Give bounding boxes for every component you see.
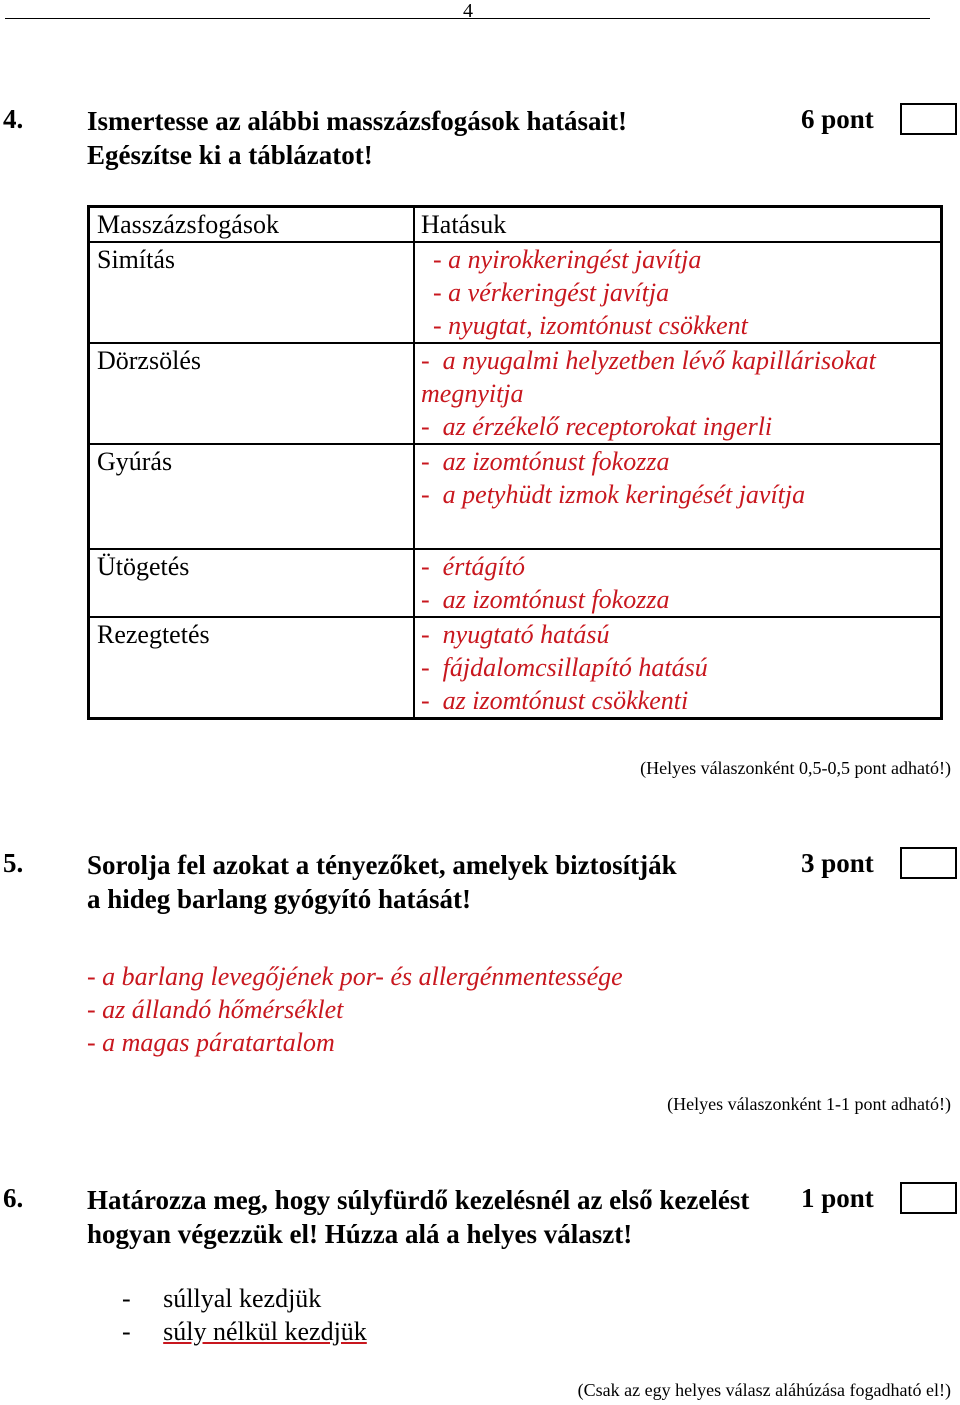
answer-line: - az állandó hőmérséklet — [87, 995, 344, 1024]
table-row — [89, 444, 942, 549]
q6-text — [87, 1183, 749, 1251]
q5-number: 5. — [3, 848, 24, 878]
technique-name: Ütögetés — [89, 549, 415, 617]
technique-effects — [414, 242, 942, 343]
option-item[interactable] — [122, 1315, 367, 1348]
effect-line: - az érzékelő receptorokat ingerli — [421, 412, 773, 441]
effect-line: - az izomtónust fokozza — [421, 585, 670, 614]
technique-effects — [414, 444, 942, 549]
effect-line: - a vérkeringést javítja — [433, 278, 670, 307]
technique-effects — [414, 549, 942, 617]
table-header-col2: Hatásuk — [421, 210, 507, 239]
q6-number: 6. — [3, 1183, 24, 1213]
header-rule — [5, 18, 930, 19]
q4-points: 6 pont — [801, 104, 874, 134]
answer-line: - a barlang levegőjének por- és allergénmentessége — [87, 962, 623, 991]
option-text: súllyal kezdjük — [163, 1284, 322, 1313]
table-row — [89, 343, 942, 444]
technique-effects — [414, 617, 942, 719]
q5-score-box[interactable] — [900, 847, 957, 879]
table-header-row — [89, 207, 942, 243]
technique-name: Dörzsölés — [89, 343, 415, 444]
q6-line2: hogyan végezzük el! Húzza alá a helyes választ! — [87, 1219, 633, 1249]
page-number: 4 — [463, 0, 473, 22]
table-row — [89, 549, 942, 617]
effect-line: - az izomtónust fokozza — [421, 447, 670, 476]
q5-answers — [87, 960, 623, 1059]
q6-scoring-note: (Csak az egy helyes válasz aláhúzása fogadható el!) — [577, 1380, 951, 1400]
effect-line: - nyugtató hatású — [421, 620, 610, 649]
option-dash: - — [122, 1317, 131, 1346]
q5-line1: Sorolja fel azokat a tényezőket, amelyek biztosítják — [87, 850, 677, 880]
q4-text — [87, 104, 627, 172]
technique-effects — [414, 343, 942, 444]
effect-line: - értágító — [421, 552, 525, 581]
q5-points: 3 pont — [801, 848, 874, 878]
option-dash: - — [122, 1284, 131, 1313]
table-row — [89, 617, 942, 719]
q4-line1: Ismertesse az alábbi masszázsfogások hatásait! — [87, 106, 627, 136]
answer-line: - a magas páratartalom — [87, 1028, 335, 1057]
option-text-underlined: súly nélkül kezdjük — [163, 1317, 367, 1346]
q5-line2: a hideg barlang gyógyító hatását! — [87, 884, 472, 914]
technique-name: Simítás — [89, 242, 415, 343]
effect-line: - a petyhüdt izmok keringését javítja — [421, 480, 806, 509]
q4-number: 4. — [3, 104, 24, 134]
q4-scoring-note: (Helyes válaszonként 0,5-0,5 pont adható!) — [640, 758, 951, 778]
option-item[interactable] — [122, 1282, 367, 1315]
q5-scoring-note: (Helyes válaszonként 1-1 pont adható!) — [667, 1094, 951, 1114]
effect-line: - fájdalomcsillapító hatású — [421, 653, 708, 682]
effect-line: megnyitja — [421, 379, 524, 408]
effect-line: - a nyugalmi helyzetben lévő kapillárisokat — [421, 346, 876, 375]
q6-score-box[interactable] — [900, 1182, 957, 1214]
technique-name: Rezegtetés — [89, 617, 415, 719]
effect-line: - az izomtónust csökkenti — [421, 686, 689, 715]
technique-name: Gyúrás — [89, 444, 415, 549]
effect-line: - nyugtat, izomtónust csökkent — [433, 311, 748, 340]
q6-points: 1 pont — [801, 1183, 874, 1213]
massage-table — [87, 205, 943, 720]
effect-line: - a nyirokkeringést javítja — [433, 245, 702, 274]
table-header-col1: Masszázsfogások — [89, 207, 415, 243]
q4-score-box[interactable] — [900, 103, 957, 135]
q6-options — [122, 1282, 367, 1348]
q4-line2: Egészítse ki a táblázatot! — [87, 140, 373, 170]
q5-text — [87, 848, 677, 916]
table-row — [89, 242, 942, 343]
q6-line1: Határozza meg, hogy súlyfürdő kezelésnél az első kezelést — [87, 1185, 750, 1215]
